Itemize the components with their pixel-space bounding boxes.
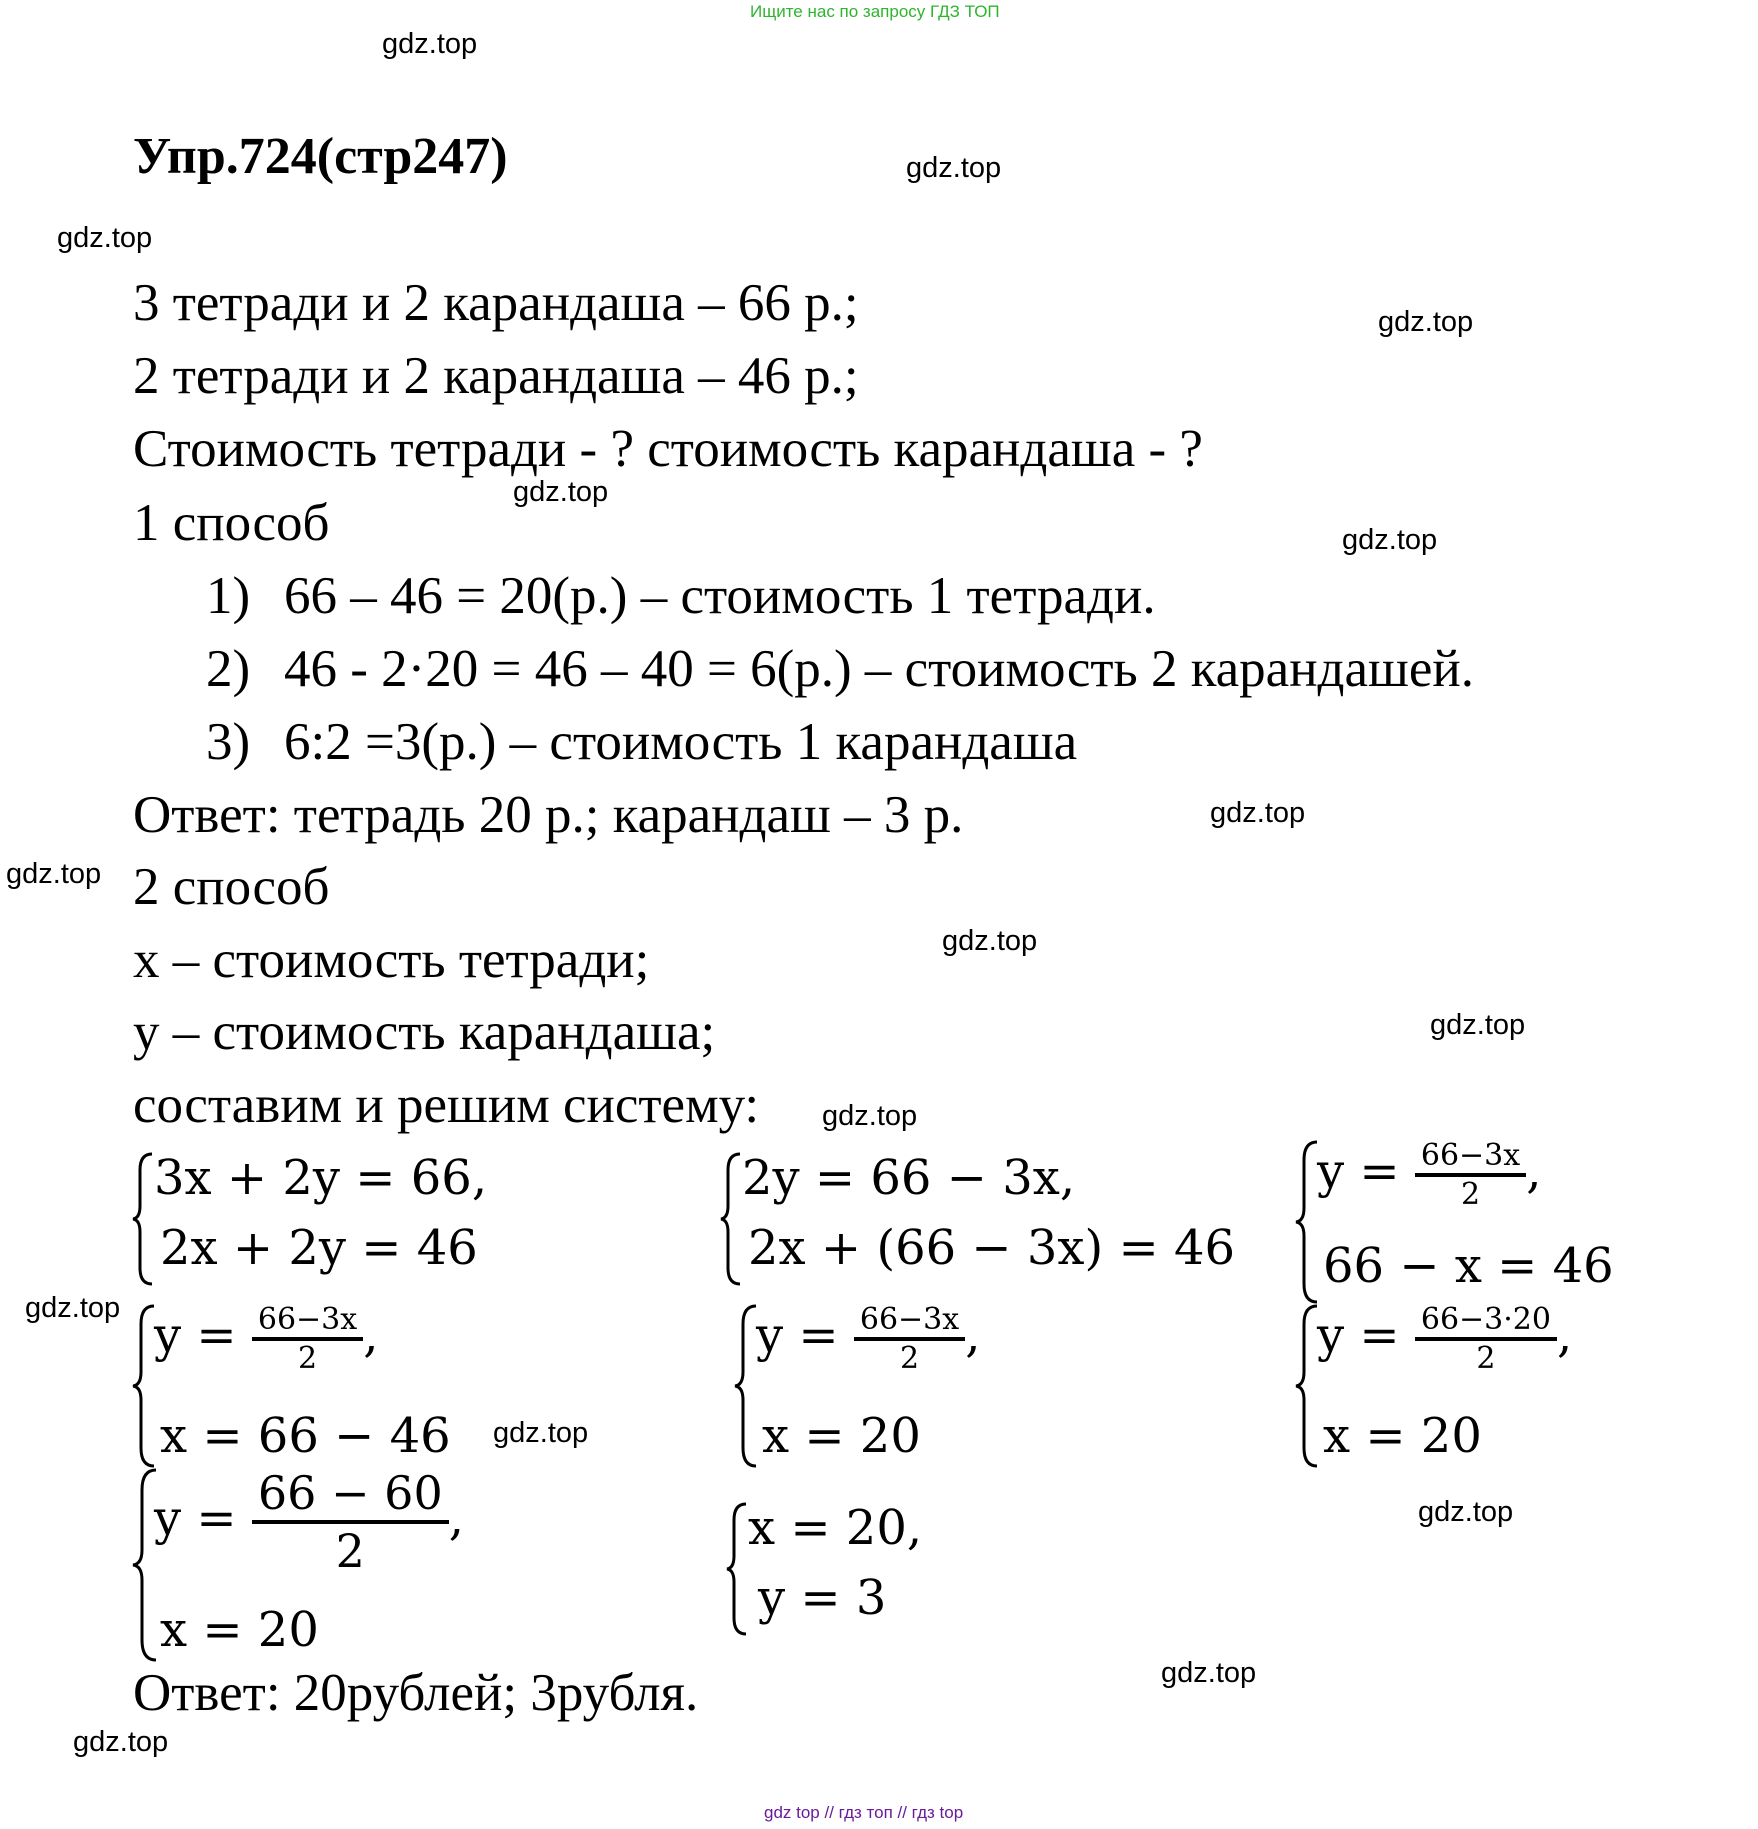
watermark: gdz.top (1342, 524, 1438, 556)
step-number: 3) (206, 713, 251, 771)
fraction (1415, 1302, 1557, 1376)
step-text: 6:2 =3(р.) – стоимость 1 карандаша (284, 713, 1078, 771)
fraction (854, 1302, 965, 1376)
fraction-equation (154, 1466, 464, 1578)
denominator: 2 (1460, 1177, 1481, 1212)
equation: x = 20, (748, 1500, 923, 1556)
equation-system-6 (1293, 1302, 1633, 1472)
denominator: 2 (335, 1524, 365, 1578)
numerator: 66−3x (252, 1302, 363, 1341)
equation: 2x + (66 − 3x) = 46 (748, 1220, 1236, 1276)
fraction (252, 1466, 449, 1578)
equation-system-5 (732, 1302, 1052, 1472)
comma: , (1526, 1143, 1542, 1200)
problem-question: Стоимость тетради - ? стоимость карандаша - ? (133, 420, 1203, 478)
watermark: gdz.top (906, 152, 1002, 184)
equation: 2y = 66 − 3x, (742, 1150, 1076, 1206)
watermark: gdz.top (57, 222, 153, 254)
comma: , (448, 1490, 464, 1547)
denominator: 2 (1476, 1341, 1496, 1376)
watermark: gdz.top (513, 476, 609, 508)
numerator: 66−3x (1415, 1138, 1526, 1177)
watermark: gdz.top (73, 1726, 169, 1758)
denominator: 2 (297, 1341, 318, 1376)
equation-system-7 (130, 1466, 510, 1666)
watermark: gdz.top (942, 925, 1038, 957)
step-text: 46 - 2·20 = 46 – 40 = 6(р.) – стоимость 2 карандашей. (284, 640, 1474, 698)
variable-y-definition: y – стоимость карандаша; (133, 1003, 716, 1061)
watermark: gdz.top (1378, 306, 1474, 338)
step-number: 1) (206, 567, 251, 625)
brace-icon (130, 1150, 156, 1288)
method2-heading: 2 способ (133, 858, 330, 916)
variable-x-definition: x – стоимость тетради; (133, 931, 650, 989)
watermark: gdz.top (1430, 1009, 1526, 1041)
numerator: 66−3·20 (1415, 1302, 1557, 1341)
watermark: gdz.top (382, 28, 478, 60)
watermark: gdz.top (1161, 1657, 1257, 1689)
method1-step-1 (206, 566, 1156, 626)
watermark: gdz.top (6, 858, 102, 890)
equation-system-2 (718, 1150, 1278, 1290)
brace-icon (724, 1500, 750, 1638)
numerator: 66−3x (854, 1302, 965, 1341)
watermark: gdz.top (25, 1292, 121, 1324)
method2-answer: Ответ: 20рублей; 3рубля. (133, 1664, 699, 1722)
equation-system-3 (1293, 1138, 1633, 1308)
comma: , (965, 1307, 981, 1364)
watermark: gdz.top (1210, 797, 1306, 829)
watermark: gdz.top (822, 1100, 918, 1132)
comma: , (1556, 1307, 1573, 1364)
fraction (252, 1302, 363, 1376)
fraction-equation (154, 1302, 378, 1376)
brace-icon (718, 1150, 744, 1288)
equation: x = 20 (160, 1602, 319, 1658)
equation: x = 20 (1323, 1408, 1482, 1464)
denominator: 2 (899, 1341, 920, 1376)
comma: , (363, 1307, 379, 1364)
watermark: gdz.top (493, 1417, 589, 1449)
equation-lhs: y = (154, 1307, 237, 1364)
fraction-equation (1317, 1138, 1541, 1212)
method1-step-3 (206, 712, 1077, 772)
numerator: 66 − 60 (252, 1466, 449, 1524)
footer-links[interactable]: gdz top // гдз топ // гдз top (764, 1803, 964, 1822)
method1-step-2 (206, 639, 1474, 699)
system-intro: составим и решим систему: (133, 1076, 760, 1134)
equation-lhs: y = (154, 1490, 237, 1547)
equation: y = 3 (758, 1570, 887, 1626)
fraction-equation (1317, 1302, 1572, 1376)
equation-lhs: y = (1317, 1143, 1400, 1200)
equation: 66 − x = 46 (1323, 1238, 1614, 1294)
equation: 3x + 2y = 66, (154, 1150, 488, 1206)
fraction (1415, 1138, 1526, 1212)
equation: x = 66 − 46 (160, 1408, 451, 1464)
equation-system-1 (130, 1150, 550, 1290)
method1-heading: 1 способ (133, 494, 330, 552)
watermark: gdz.top (1418, 1496, 1514, 1528)
equation: x = 20 (762, 1408, 921, 1464)
top-banner[interactable]: Ищите нас по запросу ГДЗ ТОП (750, 2, 1000, 21)
equation-system-4 (130, 1302, 490, 1472)
problem-line-2: 2 тетради и 2 карандаша – 46 р.; (133, 347, 859, 405)
step-number: 2) (206, 640, 251, 698)
step-text: 66 – 46 = 20(р.) – стоимость 1 тетради. (284, 567, 1156, 625)
equation-lhs: y = (1317, 1307, 1400, 1364)
method1-answer: Ответ: тетрадь 20 р.; карандаш – 3 р. (133, 786, 964, 844)
equation-system-8 (724, 1500, 984, 1640)
equation-lhs: y = (756, 1307, 839, 1364)
fraction-equation (756, 1302, 980, 1376)
equation: 2x + 2y = 46 (160, 1220, 478, 1276)
exercise-title: Упр.724(стр247) (133, 128, 508, 185)
problem-line-1: 3 тетради и 2 карандаша – 66 р.; (133, 274, 859, 332)
